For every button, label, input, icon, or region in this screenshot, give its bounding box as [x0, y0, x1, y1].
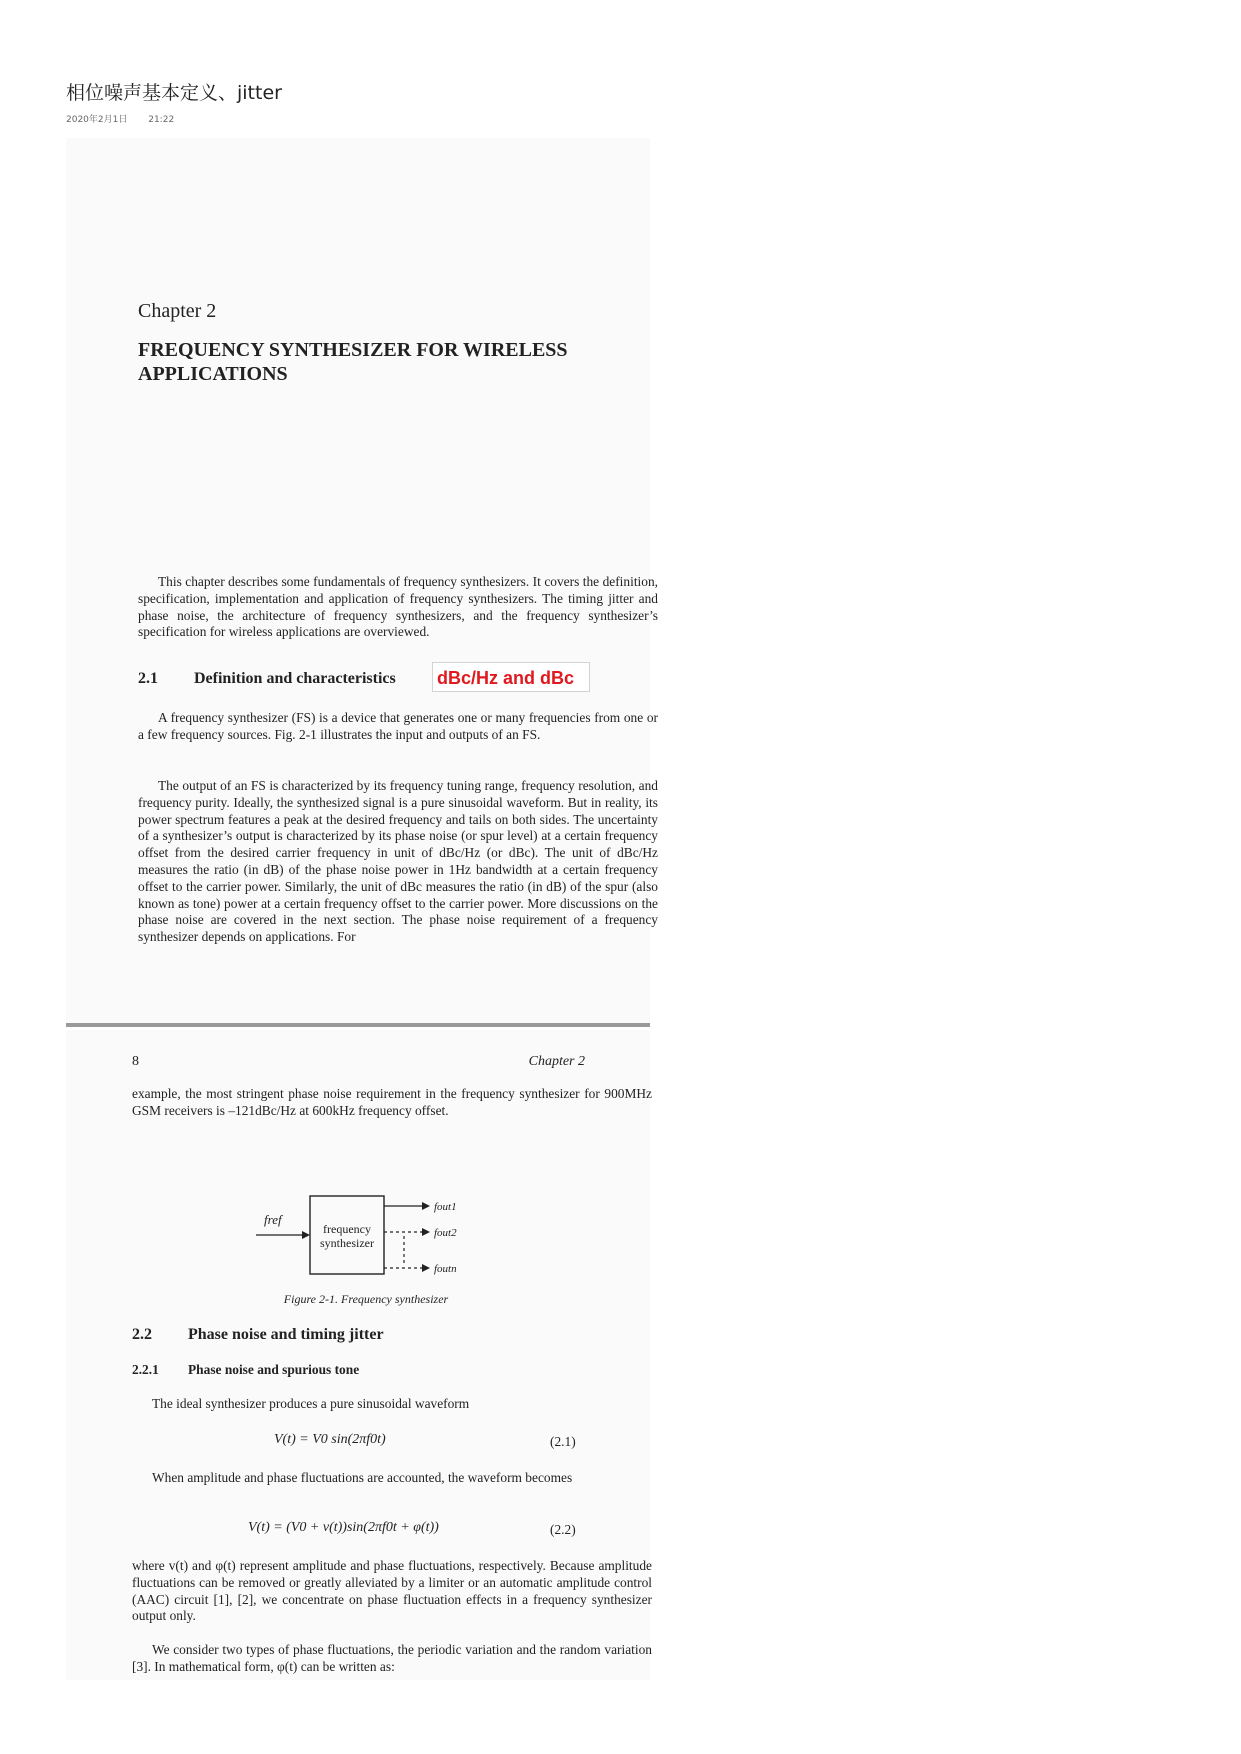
section-title: Definition and characteristics — [194, 670, 396, 687]
document-title: FREQUENCY SYNTHESIZER FOR WIRELESS APPLICATIONS — [138, 339, 568, 385]
annotation-box: dBc/Hz and dBc — [432, 662, 590, 692]
fig-out1-arrowhead — [422, 1202, 430, 1210]
section-2-2-heading — [132, 1326, 384, 1344]
figure-caption: Figure 2-1. Frequency synthesizer — [283, 1292, 449, 1306]
section-number: 2.1 — [138, 670, 158, 687]
section-2-2-1-title: Phase noise and spurious tone — [188, 1362, 360, 1377]
fig-box-line2: synthesizer — [320, 1236, 374, 1250]
equation-2-1: V(t) = V0 sin(2πf0t) — [274, 1432, 386, 1447]
equation-2-1-number: (2.1) — [550, 1434, 576, 1449]
intro-paragraph: This chapter describes some fundamentals of frequency synthesizers. It covers the definition, specification, implementation and application of frequency synthesizers. The timing jitter and phase noise, the architecture of frequency synthesizers, and the frequency synthesizer’s specification for wireless applications are overviewed. — [138, 574, 658, 640]
section-2-2-number: 2.2 — [132, 1326, 152, 1343]
fluctuation-paragraph: When amplitude and phase fluctuations are accounted, the waveform becomes — [152, 1470, 573, 1485]
section-2-2-title: Phase noise and timing jitter — [188, 1326, 384, 1343]
where-paragraph: where v(t) and φ(t) represent amplitude and phase fluctuations, respectively. Because amplitude fluctuations can be removed or greatly alleviated by a limiter or an automatic amplitude control (AAC) circuit [1], [2], we concentrate on phase fluctuation effects in a frequency synthesizer output only. — [132, 1558, 652, 1624]
equation-2-2-number: (2.2) — [550, 1522, 576, 1537]
fig-outn-label: foutn — [434, 1263, 457, 1275]
section-2-2-1-heading — [132, 1362, 359, 1378]
section-2-1-heading — [138, 670, 396, 688]
page-divider — [66, 1023, 650, 1027]
fig-box-line1: frequency — [323, 1222, 371, 1236]
fig-out2-label: fout2 — [434, 1227, 457, 1239]
note-time: 21:22 — [148, 115, 175, 125]
fig-out1-label: fout1 — [434, 1201, 457, 1213]
definition-paragraph: A frequency synthesizer (FS) is a device that generates one or many frequencies from one or a few frequency sources. Fig. 2-1 illustrates the input and outputs of an FS. — [138, 710, 658, 742]
types-paragraph: We consider two types of phase fluctuations, the periodic variation and the random variation [3]. In mathematical form, φ(t) can be written as: — [132, 1642, 652, 1674]
equation-2-2: V(t) = (V0 + v(t))sin(2πf0t + φ(t)) — [248, 1520, 439, 1535]
fig-input-label: fref — [264, 1212, 282, 1227]
note-date: 2020年2月1日 — [66, 115, 128, 125]
section-2-2-1-number: 2.2.1 — [132, 1362, 159, 1377]
running-head: Chapter 2 — [528, 1054, 585, 1069]
document-page-1 — [66, 138, 658, 1024]
characteristics-paragraph: The output of an FS is characterized by its frequency tuning range, frequency resolution, and frequency purity. Ideally, the synthesized signal is a pure sinusoidal waveform. But in reality, its power spectrum features a peak at the desired frequency and tails on both sides. The uncertainty of a synthesizer’s output is characterized by its phase noise (or spur level) at a certain frequency offset from the desired carrier frequency in unit of dBc/Hz (or dBc). The unit of dBc/Hz measures the ratio (in dB) of the phase noise power in 1Hz bandwidth at a certain frequency offset to the carrier power. Similarly, the unit of dBc measures the ratio (in dB) of the spur (also known as tone) power at a certain frequency offset to the carrier power. More discussions on the phase noise are covered in the next section. The phase noise requirement of a frequency synthesizer depends on applications. For — [138, 778, 658, 945]
figure-frequency-synthesizer — [246, 1170, 486, 1292]
ideal-paragraph: The ideal synthesizer produces a pure sinusoidal waveform — [152, 1396, 470, 1411]
chapter-label: Chapter 2 — [138, 300, 217, 322]
fig-outn-arrowhead — [422, 1264, 430, 1272]
note-meta — [66, 112, 192, 125]
page-number: 8 — [132, 1054, 139, 1069]
fig-input-arrowhead — [302, 1231, 310, 1239]
note-title: 相位噪声基本定义、jitter — [66, 82, 282, 104]
continued-paragraph: example, the most stringent phase noise requirement in the frequency synthesizer for 900MHz GSM receivers is –121dBc/Hz at 600kHz frequency offset. — [132, 1086, 652, 1118]
fig-out2-arrowhead — [422, 1228, 430, 1236]
